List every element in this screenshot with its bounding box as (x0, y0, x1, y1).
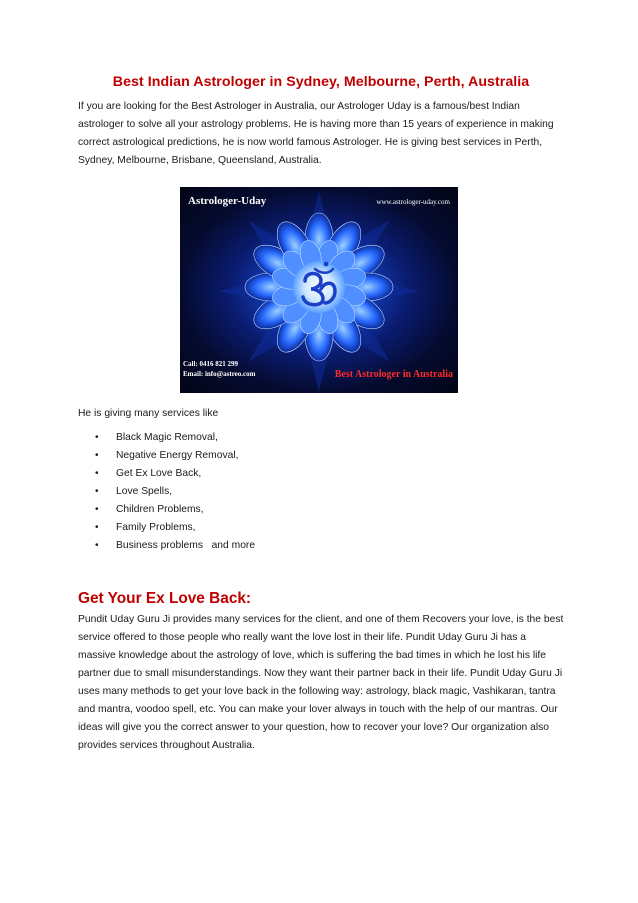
bullet-icon: • (95, 432, 99, 443)
banner-phone: Call: 0416 821 299 (183, 360, 239, 368)
bullet-icon: • (95, 486, 99, 497)
bullet-icon: • (95, 522, 99, 533)
bullet-icon: • (95, 468, 99, 479)
list-item (78, 483, 564, 501)
service-label: Get Ex Love Back, (116, 468, 202, 479)
bullet-icon: • (95, 540, 99, 551)
bullet-icon: • (95, 450, 99, 461)
section-body-paragraph: Pundit Uday Guru Ji provides many services for the client, and one of them Recovers your love, is the best service offered to those people who really want the love lost in their life. Pundit Uday Guru Ji has a massive knowledge about the astrology of love, which is suffering the bad times in which he lost his life partner due to small misunderstandings. Now they want their partner back in their life. Pundit Uday Guru Ji uses many methods to get your love back in the following way: astrology, black magic, Vashikaran, tantra and mantra, voodoo spell, etc. You can make your lover always in touch with the help of our mantras. Our ideas will give you the correct answer to your question, how to recover your love? Our organization also provides services throughout Australia. (78, 614, 564, 751)
service-label: Negative Energy Removal, (116, 450, 239, 461)
banner-email: Email: info@astreo.com (183, 370, 256, 378)
list-item (78, 465, 564, 483)
document-page (78, 74, 564, 755)
service-label: Black Magic Removal, (116, 432, 218, 443)
banner-tagline: Best Astrologer in Australia (334, 369, 453, 380)
section-heading: Get Your Ex Love Back: (78, 590, 252, 607)
service-label: Love Spells, (116, 486, 173, 497)
service-label: Children Problems, (116, 504, 204, 515)
intro-paragraph: If you are looking for the Best Astrologer in Australia, our Astrologer Uday is a famous/best Indian astrologer to solve all your astrology problems. He is having more than 15 years of experience in making correct astrological predictions, he is now world famous Astrologer. He is giving best services in Perth, Sydney, Melbourne, Brisbane, Queensland, Australia. (78, 101, 554, 166)
service-label: Family Problems, (116, 522, 196, 533)
services-list (78, 429, 564, 555)
astrologer-banner-image (180, 187, 458, 393)
page-title: Best Indian Astrologer in Sydney, Melbourne, Perth, Australia (112, 74, 530, 90)
services-intro: He is giving many services like (78, 408, 219, 419)
list-item (78, 537, 564, 555)
bullet-icon: • (95, 504, 99, 515)
list-item (78, 447, 564, 465)
list-item (78, 429, 564, 447)
banner-brand-name: Astrologer-Uday (188, 195, 267, 207)
service-label: Business problems and more (116, 540, 256, 551)
list-item (78, 501, 564, 519)
banner-website: www.astrologer-uday.com (376, 198, 450, 206)
list-item (78, 519, 564, 537)
